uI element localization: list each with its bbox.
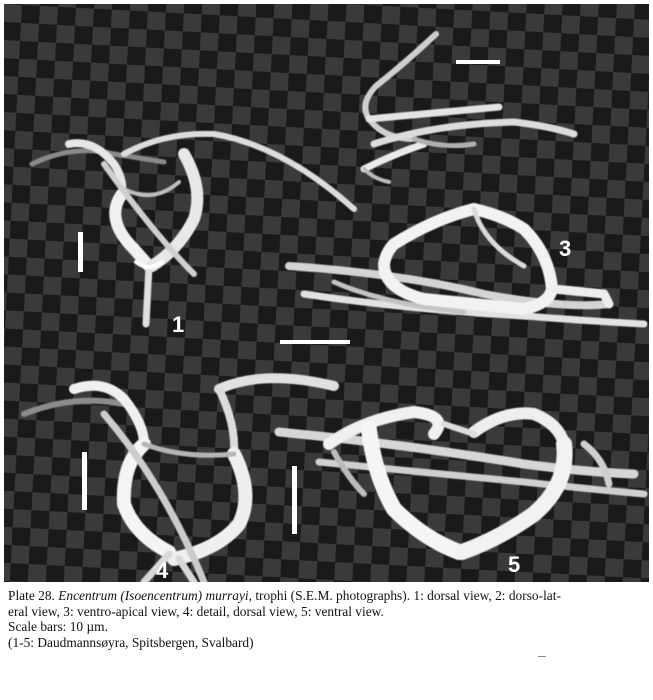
caption-line-2: eral view, 3: ventro-apical view, 4: detail, dorsal view, 5: ventral view. bbox=[8, 603, 384, 619]
sem-plate bbox=[4, 4, 649, 582]
species-name: Encentrum (Isoencentrum) murrayi bbox=[58, 588, 249, 603]
panel-number-5: 5 bbox=[508, 552, 521, 577]
caption-line-1 bbox=[8, 588, 648, 604]
scale-bar-4 bbox=[82, 452, 87, 510]
scale-bar-3 bbox=[280, 340, 350, 344]
scale-bar-2 bbox=[456, 60, 500, 64]
panel-number-4: 4 bbox=[156, 558, 169, 582]
print-mark bbox=[538, 656, 546, 657]
caption-description: , trophi (S.E.M. photographs). 1: dorsal view, 2: dorso-lat- bbox=[248, 588, 561, 603]
locality-note: (1-5: Daudmannsøyra, Spitsbergen, Svalbard) bbox=[8, 634, 254, 650]
scale-bar-1 bbox=[78, 232, 83, 272]
scale-bar-5 bbox=[292, 466, 297, 534]
panel-number-3: 3 bbox=[559, 236, 572, 261]
panel-number-1: 1 bbox=[172, 312, 185, 337]
plate-label: Plate 28. bbox=[8, 588, 55, 603]
figure-caption bbox=[8, 588, 648, 650]
plate-figure bbox=[4, 4, 649, 582]
scale-note: Scale bars: 10 µm. bbox=[8, 619, 108, 635]
